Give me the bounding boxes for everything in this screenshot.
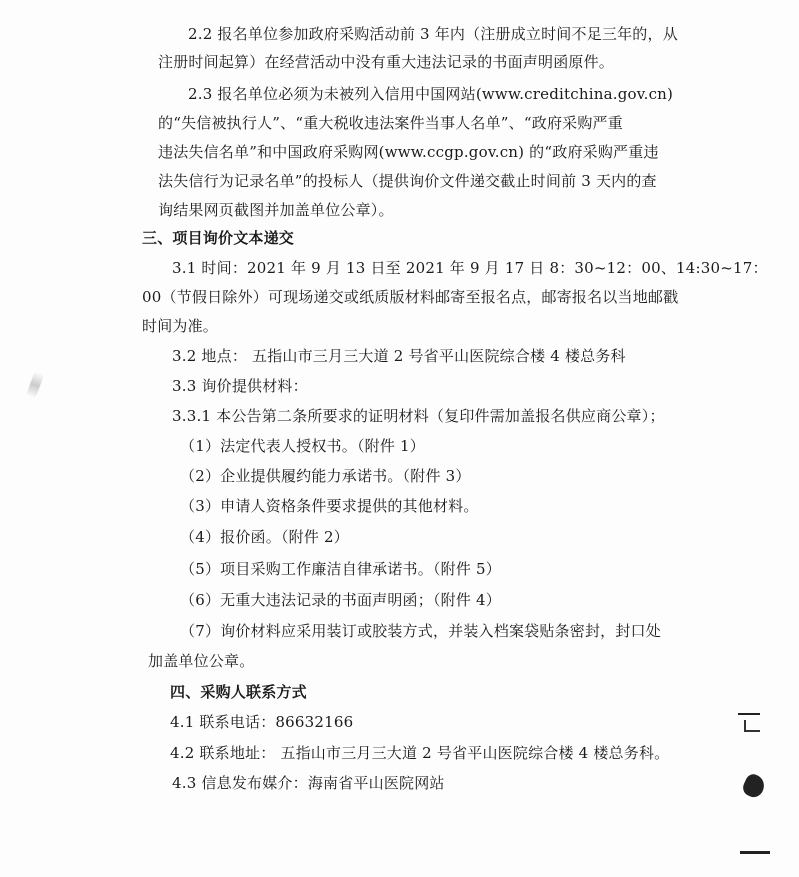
paragraph-3-3-1: 3.3.1 本公告第二条所要求的证明材料（复印件需加盖报名供应商公章）； <box>172 407 665 425</box>
list-item-7-line-1: （7）询价材料应采用装订或胶装方式，并装入档案袋贴条密封，封口处 <box>180 622 661 640</box>
paragraph-2-2-line-1: 2.2 报名单位参加政府采购活动前 3 年内（注册成立时间不足三年的，从 <box>188 25 678 43</box>
scan-mark-bottom <box>740 851 770 854</box>
contact-address: 4.2 联系地址： 五指山市三月三大道 2 号省平山医院综合楼 4 楼总务科。 <box>170 744 670 762</box>
paragraph-2-3-line-1: 2.3 报名单位必须为未被列入信用中国网站(www.creditchina.gov.cn) <box>188 85 674 103</box>
scan-smudge <box>26 371 44 399</box>
list-item-5: （5）项目采购工作廉洁自律承诺书。（附件 5） <box>180 560 501 578</box>
paragraph-2-3-line-5: 询结果网页截图并加盖单位公章）。 <box>158 201 394 219</box>
list-item-2: （2）企业提供履约能力承诺书。（附件 3） <box>180 467 471 485</box>
list-item-1: （1）法定代表人授权书。（附件 1） <box>180 437 425 455</box>
paragraph-2-2-line-2: 注册时间起算）在经营活动中没有重大违法记录的书面声明函原件。 <box>158 53 615 71</box>
list-item-6: （6）无重大违法记录的书面声明函；（附件 4） <box>180 591 501 609</box>
contact-media: 4.3 信息发布媒介：海南省平山医院网站 <box>172 774 445 792</box>
paragraph-3-1-line-1: 3.1 时间：2021 年 9 月 13 日至 2021 年 9 月 17 日 8：30~12：00、14:30~17： <box>172 259 768 277</box>
scan-mark-glyph <box>744 720 760 732</box>
list-item-3: （3）申请人资格条件要求提供的其他材料。 <box>180 497 479 515</box>
paragraph-2-3-line-4: 法失信行为记录名单”的投标人（提供询价文件递交截止时间前 3 天内的查 <box>158 172 657 190</box>
scan-mark-blob <box>740 772 767 800</box>
paragraph-3-3: 3.3 询价提供材料： <box>172 377 308 395</box>
contact-phone: 4.1 联系电话：86632166 <box>170 713 354 731</box>
paragraph-3-2: 3.2 地点： 五指山市三月三大道 2 号省平山医院综合楼 4 楼总务科 <box>172 347 626 365</box>
section-3-heading: 三、项目询价文本递交 <box>142 229 295 247</box>
list-item-7-line-2: 加盖单位公章。 <box>148 652 255 670</box>
paragraph-2-3-line-3: 违法失信名单”和中国政府采购网(www.ccgp.gov.cn) 的“政府采购严重违 <box>158 143 659 161</box>
list-item-4: （4）报价函。（附件 2） <box>180 528 349 546</box>
paragraph-3-1-line-2: 00（节假日除外）可现场递交或纸质版材料邮寄至报名点，邮寄报名以当地邮戳 <box>142 288 679 306</box>
section-4-heading: 四、采购人联系方式 <box>170 683 307 701</box>
paragraph-3-1-line-3: 时间为准。 <box>142 317 219 335</box>
paragraph-2-3-line-2: 的“失信被执行人”、“重大税收违法案件当事人名单”、“政府采购严重 <box>158 114 623 132</box>
scan-mark-top <box>738 713 760 715</box>
